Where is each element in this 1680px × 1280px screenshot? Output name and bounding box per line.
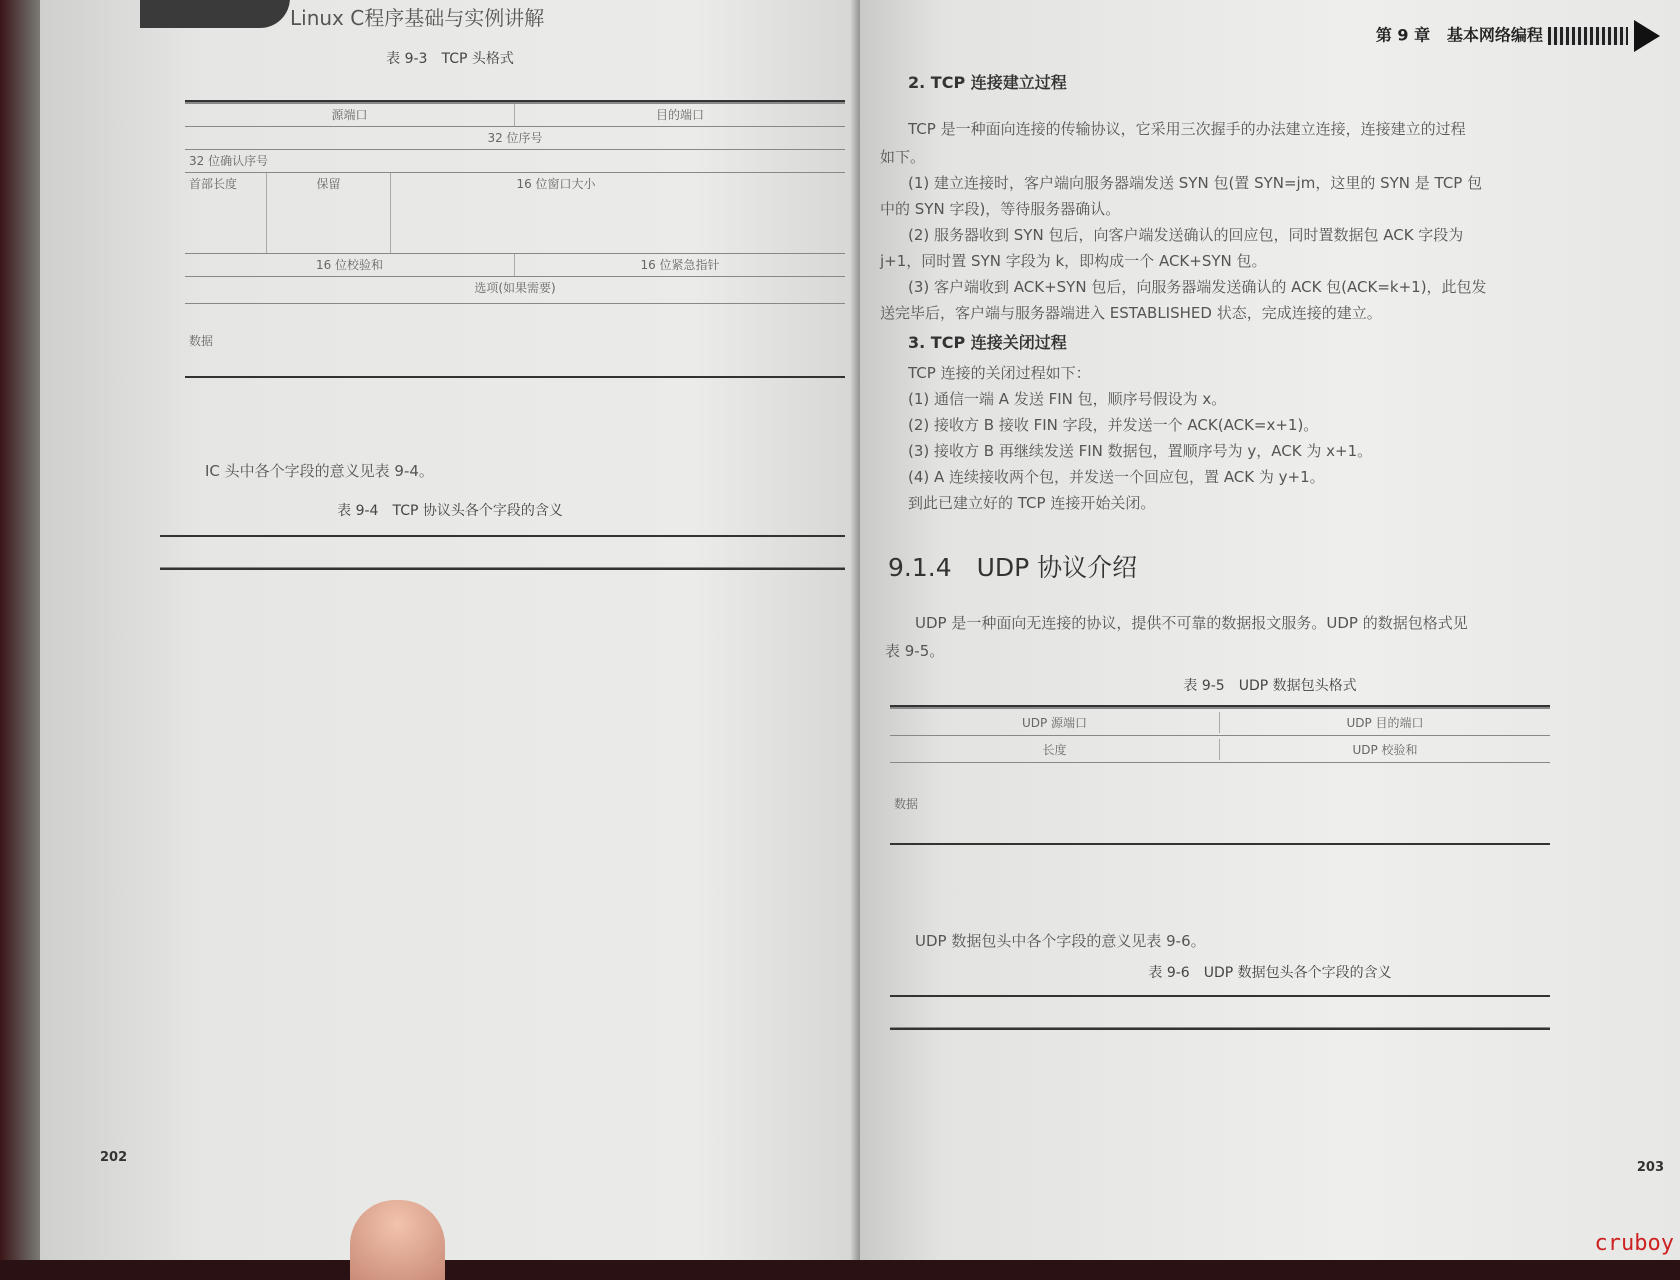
ack-row [185, 150, 845, 173]
udp-intro-line: 表 9-5。 [885, 642, 945, 660]
table-9-5-caption: 表 9-5 UDP 数据包头格式 [1183, 678, 1357, 694]
arrow-right-icon [1634, 20, 1660, 52]
close-line: (4) A 连续接收两个包，并发送一个回应包，置 ACK 为 y+1。 [908, 468, 1325, 486]
step-line: (3) 客户端收到 ACK+SYN 包后，向服务器端发送确认的 ACK 包(ACK=k+1)，此包发 [908, 278, 1487, 296]
udp-src-port-cell: UDP 源端口 [890, 712, 1220, 733]
table-9-4-intro: IC 头中各个字段的意义见表 9-4。 [205, 462, 434, 480]
book-logo [140, 0, 290, 28]
left-page [40, 0, 860, 1260]
right-page-number: 203 [1636, 1160, 1664, 1175]
chapter-number: 第 9 章 [1375, 25, 1431, 45]
reserved-cell: 保留 [267, 173, 391, 253]
udp-dst-port-cell: UDP 目的端口 [1346, 715, 1424, 730]
chapter-title: 基本网络编程 [1446, 25, 1543, 45]
paragraph-line: TCP 是一种面向连接的传输协议，它采用三次握手的办法建立连接，连接建立的过程 [908, 120, 1466, 138]
options-row [185, 277, 845, 304]
close-line: 到此已建立好的 TCP 连接开始关闭。 [908, 494, 1156, 512]
heading-tcp-close: 3. TCP 连接关闭过程 [908, 333, 1067, 352]
close-line: (2) 接收方 B 接收 FIN 字段，并发送一个 ACK(ACK=x+1)。 [908, 416, 1319, 434]
udp-header-table [890, 705, 1550, 845]
window-cell: 16 位窗口大小 [516, 177, 596, 191]
close-line: (3) 接收方 B 再继续发送 FIN 数据包，置顺序号为 y，ACK 为 x+1。 [908, 442, 1373, 460]
data-row [185, 304, 845, 376]
heading-tcp-connect: 2. TCP 连接建立过程 [908, 73, 1067, 92]
table-head-row [890, 997, 1550, 1028]
tcp-header-table [185, 100, 845, 378]
close-line: (1) 通信一端 A 发送 FIN 包，顺序号假设为 x。 [908, 390, 1227, 408]
section-heading-udp: 9.1.4 UDP 协议介绍 [888, 553, 1138, 582]
udp-intro-line: UDP 是一种面向无连接的协议，提供不可靠的数据报文服务。UDP 的数据包格式见 [915, 614, 1468, 632]
left-page-number: 202 [100, 1150, 128, 1165]
right-page [860, 0, 1680, 1260]
udp-data-row [890, 763, 1550, 843]
thumb-finger [350, 1200, 445, 1280]
table-9-3-caption: 表 9-3 TCP 头格式 [386, 51, 514, 67]
right-running-header [1376, 20, 1660, 52]
options-cell: 选项(如果需要) [474, 281, 556, 295]
udp-port-row [890, 709, 1550, 736]
close-line: TCP 连接的关闭过程如下： [908, 364, 1091, 382]
checksum-cell: 16 位校验和 [185, 254, 515, 276]
book-title: Linux C程序基础与实例讲解 [290, 6, 545, 30]
seq-cell: 32 位序号 [487, 131, 543, 145]
step-line: 中的 SYN 字段)，等待服务器确认。 [880, 200, 1121, 218]
dst-port-cell: 目的端口 [655, 108, 704, 122]
udp-checksum-cell: UDP 校验和 [1352, 742, 1418, 757]
udp-length-cell: 长度 [890, 739, 1220, 760]
data-cell: 数据 [189, 333, 214, 348]
header-stripe-bar [1548, 27, 1628, 45]
udp-data-cell: 数据 [894, 796, 919, 811]
watermark: cruboy [1594, 1231, 1674, 1256]
flags-row [185, 173, 845, 254]
src-port-cell: 源端口 [185, 104, 515, 126]
header-length-cell: 首部长度 [185, 173, 267, 253]
paragraph-line: 如下。 [880, 148, 926, 166]
udp-length-row [890, 736, 1550, 763]
seq-row [185, 127, 845, 150]
tcp-field-table [160, 535, 845, 570]
table-9-6-intro: UDP 数据包头中各个字段的意义见表 9-6。 [915, 932, 1206, 950]
step-line: (2) 服务器收到 SYN 包后，向客户端发送确认的回应包，同时置数据包 ACK 字段为 [908, 226, 1464, 244]
step-line: 送完毕后，客户端与服务器端进入 ESTABLISHED 状态，完成连接的建立。 [880, 304, 1382, 322]
udp-field-table [890, 995, 1550, 1030]
table-head-row [160, 537, 845, 568]
step-line: j+1，同时置 SYN 字段为 k，即构成一个 ACK+SYN 包。 [880, 252, 1267, 270]
step-line: (1) 建立连接时，客户端向服务器端发送 SYN 包(置 SYN=jm，这里的 SYN 是 TCP 包 [908, 174, 1483, 192]
table-9-6-caption: 表 9-6 UDP 数据包头各个字段的含义 [1148, 965, 1392, 981]
checksum-row [185, 254, 845, 277]
urgent-cell: 16 位紧急指针 [640, 258, 720, 272]
port-row [185, 104, 845, 127]
table-9-4-caption: 表 9-4 TCP 协议头各个字段的含义 [337, 503, 563, 519]
ack-cell: 32 位确认序号 [189, 154, 269, 168]
